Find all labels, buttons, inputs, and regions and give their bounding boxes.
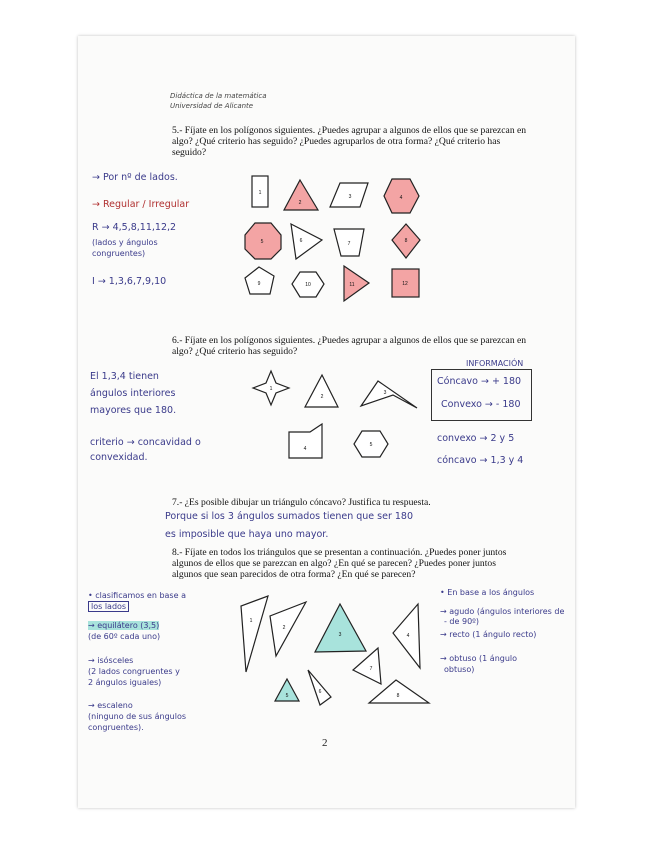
- q8-triangle-5: [275, 679, 299, 701]
- page-number: 2: [322, 737, 328, 749]
- q8-label-8: 8: [396, 693, 400, 699]
- q8-triangle-4: [393, 604, 420, 668]
- q6-shape-5: [354, 431, 388, 457]
- q8-triangle-1: [241, 596, 268, 672]
- q8-right-3: - de 90º): [444, 617, 480, 626]
- q6-label-4: 4: [303, 446, 307, 452]
- q5-shape-6: [291, 224, 322, 259]
- q5-shape-1: [252, 176, 268, 207]
- q8-right-1: • En base a los ángulos: [440, 588, 535, 597]
- q5-answer-4: (lados y ángulos: [92, 238, 158, 247]
- q6-answer-3: mayores que 180.: [90, 405, 177, 416]
- q5-shape-9: [245, 267, 274, 294]
- q8-left-8: → escaleno: [88, 701, 133, 710]
- q8-label-6: 6: [318, 689, 322, 695]
- q5-label-10: 10: [305, 282, 311, 288]
- q5-label-9: 9: [257, 281, 261, 287]
- q8-left-6: (2 lados congruentes y: [88, 667, 180, 676]
- q6-label-2: 2: [320, 394, 324, 400]
- q5-answer-2: → Regular / Irregular: [92, 199, 190, 210]
- q8-label-4: 4: [406, 633, 410, 639]
- q5-label-8: 8: [404, 238, 408, 244]
- question-8-text: 8.- Fíjate en todos los triángulos que se presentan a continuación. ¿Puedes poner juntos algunos de ellos que se parezcan en algo? ¿En qué se parecen? ¿Puedes poner juntos algunos que sean parecidos de otra forma? ¿En qué se parecen?: [172, 547, 507, 580]
- q8-left-9: (ninguno de sus ángulos: [88, 712, 187, 721]
- q6-answer-1: El 1,3,4 tienen: [90, 371, 159, 382]
- course-title: Didáctica de la matemática: [170, 92, 267, 100]
- q6-group-convex: convexo → 2 y 5: [437, 433, 515, 444]
- q8-label-1: 1: [249, 618, 253, 624]
- q8-label-3: 3: [338, 632, 342, 638]
- q5-answer-5: congruentes): [92, 249, 146, 258]
- q8-left-3: → equilátero (3,5): [88, 621, 160, 630]
- q5-shape-11: [344, 266, 369, 301]
- q5-label-2: 2: [298, 200, 302, 206]
- q5-shape-3: [330, 183, 368, 207]
- q8-triangle-6: [308, 670, 331, 705]
- q8-label-2: 2: [282, 625, 286, 631]
- q6-group-concave: cóncavo → 1,3 y 4: [437, 455, 524, 466]
- q5-label-6: 6: [299, 238, 303, 244]
- info-line-1: Cóncavo → + 180: [437, 376, 522, 387]
- q8-triangle-8: [369, 680, 429, 703]
- q8-triangle-7: [353, 648, 381, 684]
- q8-left-4: (de 60º cada uno): [88, 632, 161, 641]
- q5-answer-3: R → 4,5,8,11,12,2: [92, 222, 177, 233]
- info-line-2: Convexo → - 180: [441, 399, 521, 410]
- q8-left-2: los lados: [88, 602, 129, 611]
- q5-answer-1: → Por nº de lados.: [92, 172, 178, 183]
- question-6-text: 6.- Fíjate en los polígonos siguientes. ¿Puedes agrupar a algunos de ellos que se parezcan en algo? ¿Qué criterio has seguido?: [172, 335, 527, 357]
- q6-label-5: 5: [369, 442, 373, 448]
- q5-shape-8: [392, 224, 420, 258]
- q7-answer-2: es imposible que haya uno mayor.: [165, 529, 329, 540]
- q6-answer-4: criterio → concavidad o: [90, 437, 201, 448]
- q5-label-12: 12: [402, 281, 408, 287]
- q6-label-3: 3: [383, 390, 387, 396]
- info-title: INFORMACIÓN: [466, 359, 524, 368]
- q8-right-4: → recto (1 ángulo recto): [440, 630, 537, 639]
- q7-answer-1: Porque si los 3 ángulos sumados tienen que ser 180: [165, 511, 414, 522]
- q6-shape-3: [361, 381, 417, 408]
- q6-shape-1: [253, 371, 289, 405]
- q8-right-6: obtuso): [444, 665, 475, 674]
- q8-left-1: • clasificamos en base a: [88, 591, 186, 600]
- university-name: Universidad de Alicante: [170, 102, 254, 110]
- q5-shape-2: [284, 180, 318, 210]
- q6-shape-4: [289, 424, 322, 458]
- q8-left-7: 2 ángulos iguales): [88, 678, 162, 687]
- q6-answer-2: ángulos interiores: [90, 388, 176, 399]
- q5-shape-7: [334, 229, 364, 256]
- q8-triangle-2: [270, 602, 306, 656]
- q8-left-10: congruentes).: [88, 723, 144, 732]
- q5-shape-4: [384, 179, 419, 213]
- q8-triangle-3: [315, 604, 366, 652]
- q5-shape-12: [392, 269, 419, 297]
- q6-answer-5: convexidad.: [90, 452, 148, 463]
- q6-shape-2: [305, 375, 338, 407]
- q5-label-3: 3: [348, 194, 352, 200]
- q5-label-7: 7: [347, 241, 351, 247]
- q8-label-5: 5: [285, 693, 289, 699]
- q8-right-5: → obtuso (1 ángulo: [440, 654, 518, 663]
- q5-label-1: 1: [258, 190, 262, 196]
- q5-label-5: 5: [260, 239, 264, 245]
- q8-right-2: → agudo (ángulos interiores de: [440, 607, 565, 616]
- q5-shape-10: [292, 272, 324, 297]
- question-7-text: 7.- ¿Es posible dibujar un triángulo cóncavo? Justifica tu respuesta.: [172, 497, 431, 508]
- q5-shape-5: [245, 223, 281, 259]
- q5-label-11: 11: [349, 282, 355, 288]
- q8-left-5: → isósceles: [88, 656, 134, 665]
- q5-answer-6: I → 1,3,6,7,9,10: [92, 276, 167, 287]
- question-5-text: 5.- Fíjate en los polígonos siguientes. ¿Puedes agrupar a algunos de ellos que se parezcan en algo? ¿Qué criterio has seguido? ¿Puedes agruparlos de otra forma? ¿Qué criterio has seguido?: [172, 125, 527, 158]
- q8-label-7: 7: [369, 666, 373, 672]
- q6-label-1: 1: [269, 386, 273, 392]
- q5-label-4: 4: [399, 195, 403, 201]
